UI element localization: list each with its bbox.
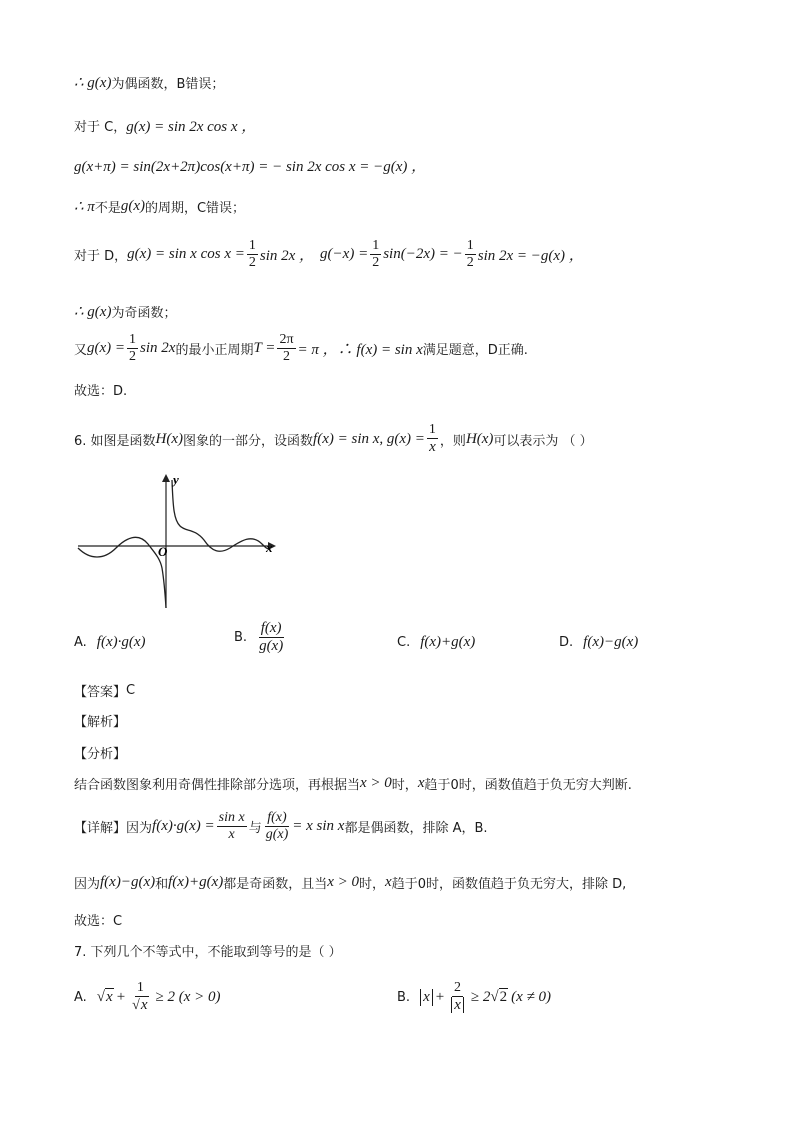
- text: 与: [248, 821, 262, 837]
- origin-label: O: [158, 544, 168, 559]
- text: 都是偶函数，排除 A，B.: [344, 821, 488, 837]
- option-expr: f(x)−g(x): [583, 634, 639, 650]
- fraction: [247, 238, 258, 271]
- text: 时，: [359, 877, 386, 892]
- line-5: [74, 238, 584, 271]
- math: g(x): [120, 198, 145, 214]
- curve-right: [172, 480, 270, 551]
- fraction: [264, 810, 291, 843]
- fraction: [277, 332, 295, 365]
- numerator: 1: [427, 422, 438, 439]
- math: sin(−2x) = −: [383, 246, 463, 263]
- math: (x ≠ 0): [511, 988, 551, 1005]
- question-6-stem: [74, 422, 593, 456]
- math: T =: [253, 340, 276, 357]
- math: ≥ 2: [470, 988, 491, 1005]
- line-7: [74, 332, 528, 365]
- text: 故选：D.: [74, 384, 128, 399]
- numerator: 1: [465, 238, 476, 255]
- option-expr: f(x)+g(x): [420, 634, 476, 650]
- text: 为奇函数；: [111, 306, 177, 321]
- answer-value: C: [126, 683, 136, 698]
- math: f(x)·g(x) =: [152, 818, 215, 835]
- fraction: [257, 620, 285, 656]
- y-label: y: [173, 472, 179, 487]
- choose-line: [74, 910, 122, 929]
- option-a: [74, 634, 146, 651]
- math: ∴ π: [74, 199, 95, 215]
- math: ∴ g(x): [74, 304, 112, 320]
- denominator: x: [429, 439, 436, 456]
- function-graph: [70, 468, 285, 613]
- text: 可以表示为 （ ）: [493, 433, 593, 449]
- fenxi-label: 【分析】: [74, 747, 127, 762]
- fraction: [370, 238, 381, 271]
- option-letter: D.: [559, 635, 574, 650]
- denominator-sqrt: x: [140, 997, 148, 1014]
- q7-option-b: B. x + $\frac{2}{x}$ ≥ 2 √ 2 (x ≠ 0): [397, 980, 551, 1014]
- text: 和: [155, 877, 169, 892]
- text: 7. 下列几个不等式中，不能取到等号的是（ ）: [74, 945, 342, 960]
- text: 因为: [74, 877, 101, 892]
- text: 因为: [126, 821, 153, 837]
- math: g(−x) =: [320, 246, 369, 263]
- math: x: [385, 874, 392, 890]
- denominator: g(x): [265, 827, 289, 843]
- numerator: 1: [127, 332, 138, 349]
- denominator: g(x): [259, 638, 284, 655]
- fraction: [127, 332, 138, 365]
- plus: +: [435, 988, 445, 1005]
- text: 故选：C: [74, 914, 123, 929]
- text: 趋于0时，函数值趋于负无穷大判断.: [424, 778, 632, 793]
- math: x > 0: [327, 874, 360, 890]
- math: g(x) = sin 2x cos x ，: [126, 119, 257, 135]
- analysis-label: 【解析】: [74, 715, 127, 730]
- math: g(x+π) = sin(2x+2π)cos(x+π) = − sin 2x cos x = −g(x) ，: [74, 159, 427, 175]
- denominator-abs: x: [451, 997, 464, 1013]
- curve-left: [78, 537, 166, 608]
- math: f(x)+g(x): [168, 874, 224, 890]
- math: x > 0: [360, 775, 392, 791]
- math: ∴ g(x): [74, 75, 112, 91]
- line-4: [74, 197, 245, 216]
- option-c: [397, 634, 475, 651]
- text: 不是: [94, 201, 121, 216]
- text: 的周期，C错误；: [144, 201, 246, 216]
- line-2: [74, 115, 256, 136]
- detail-label: 【详解】: [74, 821, 127, 837]
- text: 的最小正周期: [175, 343, 254, 359]
- fraction: [465, 238, 476, 271]
- numerator: f(x): [259, 620, 284, 638]
- x-label: x: [266, 540, 273, 555]
- sqrt-content: x: [106, 989, 113, 1006]
- math: f(x) = sin x, g(x) =: [313, 430, 425, 447]
- numerator: 1: [247, 238, 258, 255]
- denominator: 2: [282, 349, 290, 365]
- option-expr: f(x)·g(x): [96, 634, 146, 650]
- plus: +: [116, 988, 126, 1005]
- text: 时，: [391, 778, 418, 793]
- denominator: 2: [372, 255, 380, 271]
- math: x: [417, 775, 425, 791]
- option-letter: A.: [74, 635, 87, 650]
- fenxi-heading: [74, 743, 126, 762]
- line-1: [74, 73, 224, 92]
- option-letter: A.: [74, 989, 87, 1005]
- math: ≥ 2 (x > 0): [155, 988, 221, 1005]
- text: 又: [74, 343, 88, 359]
- line-8: [74, 380, 127, 399]
- fraction: [217, 810, 247, 843]
- option-b: [234, 620, 287, 656]
- denominator: 2: [129, 349, 137, 365]
- q7-option-a: A. √ x + $\frac{1}{√x}$ ≥ 2 (x > 0): [74, 980, 221, 1014]
- denominator: x: [228, 827, 235, 843]
- math: sin 2x: [140, 340, 176, 357]
- analysis-heading: [74, 711, 126, 730]
- text: 满足题意，D正确.: [422, 343, 528, 359]
- option-d: [559, 634, 638, 651]
- abs-x: x: [420, 989, 433, 1006]
- text: 对于 D，: [74, 249, 128, 265]
- math: = π ，∴ f(x) = sin x: [297, 342, 423, 359]
- text: 6. 如图是函数: [74, 433, 156, 449]
- text: 都是奇函数，且当: [223, 877, 328, 892]
- line-6: [74, 302, 176, 321]
- text: ，则: [439, 433, 466, 449]
- math: sin 2x = −g(x) ，: [477, 248, 584, 265]
- answer-line: [74, 681, 135, 700]
- option-letter: B.: [397, 989, 411, 1005]
- math: sin 2x ，: [259, 248, 315, 265]
- fraction: [427, 422, 438, 456]
- detail-line-2: [74, 873, 626, 892]
- numerator: f(x): [265, 810, 288, 827]
- numerator: 2: [452, 980, 463, 997]
- fenxi-text: [74, 774, 632, 793]
- numerator: 1: [135, 980, 146, 997]
- denominator: 2: [466, 255, 474, 271]
- fraction: $\frac{1}{√x}$: [132, 980, 148, 1014]
- numerator: 2π: [277, 332, 295, 349]
- text: 为偶函数，B错误；: [111, 77, 225, 92]
- question-7-stem: [74, 941, 342, 960]
- text: 图象的一部分，设函数: [183, 433, 314, 449]
- numerator: sin x: [217, 810, 247, 827]
- answer-label: 【答案】: [74, 685, 127, 700]
- denominator: 2: [248, 255, 256, 271]
- option-letter: B.: [234, 630, 248, 646]
- fraction: [449, 980, 466, 1014]
- detail-line: [74, 810, 488, 843]
- math: H(x): [465, 430, 494, 447]
- numerator: 1: [370, 238, 381, 255]
- sqrt-content: 2: [499, 989, 508, 1006]
- line-3: [74, 155, 426, 176]
- text: 结合函数图象利用奇偶性排除部分选项，再根据当: [74, 778, 361, 793]
- math: = x sin x: [292, 818, 345, 835]
- text: 对于 C，: [74, 120, 127, 135]
- text: 趋于0时，函数值趋于负无穷大，排除 D,: [391, 877, 627, 892]
- math: H(x): [155, 430, 184, 447]
- math: g(x) = sin x cos x =: [127, 246, 245, 263]
- math: g(x) =: [87, 340, 126, 357]
- y-axis-arrow: [162, 474, 170, 482]
- option-letter: C.: [397, 635, 411, 650]
- math: f(x)−g(x): [100, 874, 156, 890]
